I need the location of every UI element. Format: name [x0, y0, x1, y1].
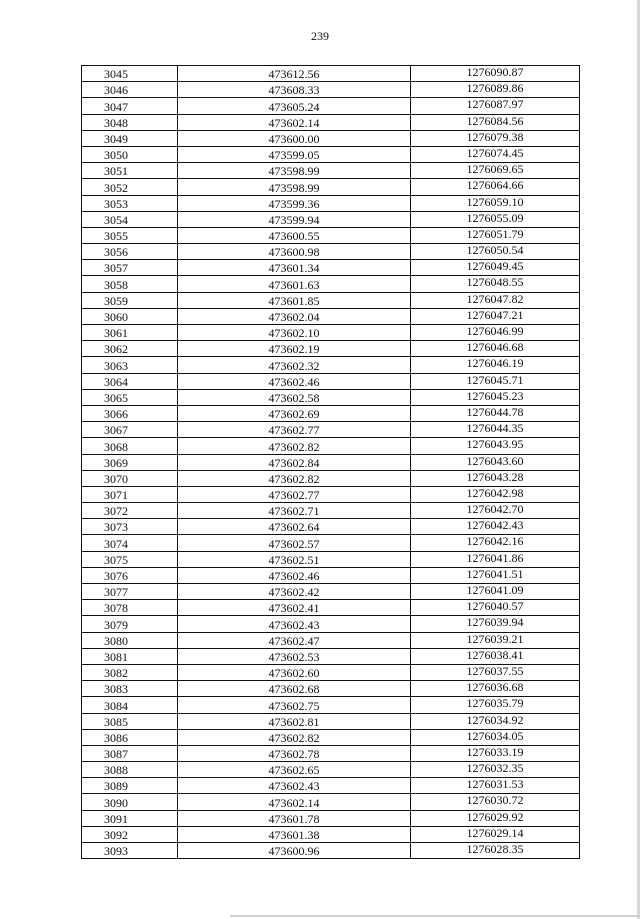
y-coordinate-cell: 1276033.19 [411, 745, 580, 761]
point-number-cell: 3052 [82, 179, 178, 195]
point-number-cell: 3060 [82, 308, 178, 324]
x-coordinate-cell: 473599.05 [178, 146, 411, 162]
table-row [82, 713, 580, 729]
x-coordinate-cell: 473602.43 [178, 778, 411, 794]
x-coordinate-cell: 473602.53 [178, 648, 411, 664]
point-number-cell: 3051 [82, 163, 178, 179]
x-coordinate-cell: 473602.77 [178, 486, 411, 502]
y-coordinate-cell: 1276029.14 [411, 826, 580, 842]
scan-edge-bottom [230, 915, 640, 917]
point-number-cell: 3087 [82, 745, 178, 761]
y-coordinate-cell: 1276046.19 [411, 357, 580, 373]
x-coordinate-cell: 473602.58 [178, 389, 411, 405]
point-number-cell: 3067 [82, 422, 178, 438]
table-row [82, 600, 580, 616]
x-coordinate-cell: 473599.36 [178, 195, 411, 211]
y-coordinate-cell: 1276044.78 [411, 405, 580, 421]
table-row [82, 584, 580, 600]
table-row [82, 843, 580, 859]
table-row [82, 729, 580, 745]
table-row [82, 163, 580, 179]
x-coordinate-cell: 473602.60 [178, 664, 411, 680]
point-number-cell: 3071 [82, 486, 178, 502]
page-number: 239 [311, 29, 329, 43]
x-coordinate-cell: 473602.41 [178, 600, 411, 616]
x-coordinate-cell: 473600.98 [178, 244, 411, 260]
y-coordinate-cell: 1276046.68 [411, 341, 580, 357]
y-coordinate-cell: 1276087.97 [411, 98, 580, 114]
y-coordinate-cell: 1276079.38 [411, 130, 580, 146]
y-coordinate-cell: 1276035.79 [411, 697, 580, 713]
y-coordinate-cell: 1276034.92 [411, 713, 580, 729]
table-row [82, 276, 580, 292]
table-row [82, 470, 580, 486]
point-number-cell: 3081 [82, 648, 178, 664]
y-coordinate-cell: 1276089.86 [411, 82, 580, 98]
coordinate-table [81, 65, 580, 859]
y-coordinate-cell: 1276048.55 [411, 276, 580, 292]
x-coordinate-cell: 473602.46 [178, 567, 411, 583]
point-number-cell: 3086 [82, 729, 178, 745]
table-row [82, 616, 580, 632]
x-coordinate-cell: 473602.43 [178, 616, 411, 632]
y-coordinate-cell: 1276042.98 [411, 486, 580, 502]
x-coordinate-cell: 473602.64 [178, 519, 411, 535]
table-row [82, 308, 580, 324]
point-number-cell: 3091 [82, 810, 178, 826]
y-coordinate-cell: 1276037.55 [411, 664, 580, 680]
y-coordinate-cell: 1276043.28 [411, 470, 580, 486]
x-coordinate-cell: 473602.84 [178, 454, 411, 470]
coordinate-table-body [82, 66, 580, 859]
point-number-cell: 3088 [82, 762, 178, 778]
table-row [82, 632, 580, 648]
table-row [82, 681, 580, 697]
point-number-cell: 3062 [82, 341, 178, 357]
x-coordinate-cell: 473601.38 [178, 826, 411, 842]
table-row [82, 405, 580, 421]
point-number-cell: 3075 [82, 551, 178, 567]
table-row [82, 244, 580, 260]
x-coordinate-cell: 473601.85 [178, 292, 411, 308]
table-row [82, 341, 580, 357]
x-coordinate-cell: 473598.99 [178, 163, 411, 179]
table-row [82, 179, 580, 195]
x-coordinate-cell: 473602.57 [178, 535, 411, 551]
table-row [82, 486, 580, 502]
point-number-cell: 3058 [82, 276, 178, 292]
y-coordinate-cell: 1276051.79 [411, 227, 580, 243]
y-coordinate-cell: 1276042.70 [411, 503, 580, 519]
table-row [82, 195, 580, 211]
x-coordinate-cell: 473601.63 [178, 276, 411, 292]
table-row [82, 66, 580, 82]
table-row [82, 535, 580, 551]
y-coordinate-cell: 1276090.87 [411, 66, 580, 82]
point-number-cell: 3072 [82, 503, 178, 519]
table-row [82, 325, 580, 341]
point-number-cell: 3063 [82, 357, 178, 373]
point-number-cell: 3057 [82, 260, 178, 276]
y-coordinate-cell: 1276038.41 [411, 648, 580, 664]
point-number-cell: 3048 [82, 114, 178, 130]
point-number-cell: 3084 [82, 697, 178, 713]
point-number-cell: 3078 [82, 600, 178, 616]
point-number-cell: 3047 [82, 98, 178, 114]
point-number-cell: 3061 [82, 325, 178, 341]
table-row [82, 762, 580, 778]
y-coordinate-cell: 1276042.16 [411, 535, 580, 551]
x-coordinate-cell: 473602.19 [178, 341, 411, 357]
y-coordinate-cell: 1276069.65 [411, 163, 580, 179]
point-number-cell: 3064 [82, 373, 178, 389]
y-coordinate-cell: 1276043.60 [411, 454, 580, 470]
x-coordinate-cell: 473602.82 [178, 470, 411, 486]
x-coordinate-cell: 473602.42 [178, 584, 411, 600]
x-coordinate-cell: 473602.10 [178, 325, 411, 341]
y-coordinate-cell: 1276028.35 [411, 843, 580, 859]
x-coordinate-cell: 473602.46 [178, 373, 411, 389]
x-coordinate-cell: 473602.65 [178, 762, 411, 778]
x-coordinate-cell: 473599.94 [178, 211, 411, 227]
point-number-cell: 3076 [82, 567, 178, 583]
table-row [82, 227, 580, 243]
table-row [82, 130, 580, 146]
point-number-cell: 3093 [82, 843, 178, 859]
y-coordinate-cell: 1276029.92 [411, 810, 580, 826]
x-coordinate-cell: 473601.78 [178, 810, 411, 826]
point-number-cell: 3074 [82, 535, 178, 551]
point-number-cell: 3080 [82, 632, 178, 648]
table-row [82, 697, 580, 713]
table-row [82, 503, 580, 519]
y-coordinate-cell: 1276047.21 [411, 308, 580, 324]
table-row [82, 82, 580, 98]
y-coordinate-cell: 1276039.21 [411, 632, 580, 648]
point-number-cell: 3077 [82, 584, 178, 600]
x-coordinate-cell: 473602.78 [178, 745, 411, 761]
x-coordinate-cell: 473602.81 [178, 713, 411, 729]
y-coordinate-cell: 1276036.68 [411, 681, 580, 697]
point-number-cell: 3085 [82, 713, 178, 729]
y-coordinate-cell: 1276049.45 [411, 260, 580, 276]
x-coordinate-cell: 473600.96 [178, 843, 411, 859]
table-row [82, 810, 580, 826]
y-coordinate-cell: 1276074.45 [411, 146, 580, 162]
table-row [82, 98, 580, 114]
y-coordinate-cell: 1276055.09 [411, 211, 580, 227]
x-coordinate-cell: 473602.69 [178, 405, 411, 421]
table-row [82, 567, 580, 583]
x-coordinate-cell: 473602.75 [178, 697, 411, 713]
point-number-cell: 3070 [82, 470, 178, 486]
table-row [82, 438, 580, 454]
x-coordinate-cell: 473602.51 [178, 551, 411, 567]
table-row [82, 389, 580, 405]
y-coordinate-cell: 1276032.35 [411, 762, 580, 778]
point-number-cell: 3054 [82, 211, 178, 227]
x-coordinate-cell: 473605.24 [178, 98, 411, 114]
table-row [82, 114, 580, 130]
point-number-cell: 3082 [82, 664, 178, 680]
point-number-cell: 3046 [82, 82, 178, 98]
x-coordinate-cell: 473602.14 [178, 114, 411, 130]
table-row [82, 146, 580, 162]
table-row [82, 373, 580, 389]
x-coordinate-cell: 473602.47 [178, 632, 411, 648]
point-number-cell: 3079 [82, 616, 178, 632]
table-row [82, 519, 580, 535]
table-row [82, 422, 580, 438]
table-row [82, 260, 580, 276]
y-coordinate-cell: 1276034.05 [411, 729, 580, 745]
point-number-cell: 3069 [82, 454, 178, 470]
y-coordinate-cell: 1276040.57 [411, 600, 580, 616]
point-number-cell: 3068 [82, 438, 178, 454]
x-coordinate-cell: 473600.55 [178, 227, 411, 243]
y-coordinate-cell: 1276041.51 [411, 567, 580, 583]
point-number-cell: 3049 [82, 130, 178, 146]
x-coordinate-cell: 473602.14 [178, 794, 411, 810]
x-coordinate-cell: 473600.00 [178, 130, 411, 146]
x-coordinate-cell: 473601.34 [178, 260, 411, 276]
x-coordinate-cell: 473602.82 [178, 729, 411, 745]
table-row [82, 211, 580, 227]
x-coordinate-cell: 473602.32 [178, 357, 411, 373]
y-coordinate-cell: 1276031.53 [411, 778, 580, 794]
x-coordinate-cell: 473612.56 [178, 66, 411, 82]
x-coordinate-cell: 473602.82 [178, 438, 411, 454]
y-coordinate-cell: 1276084.56 [411, 114, 580, 130]
y-coordinate-cell: 1276046.99 [411, 325, 580, 341]
point-number-cell: 3056 [82, 244, 178, 260]
table-row [82, 454, 580, 470]
point-number-cell: 3083 [82, 681, 178, 697]
y-coordinate-cell: 1276059.10 [411, 195, 580, 211]
point-number-cell: 3055 [82, 227, 178, 243]
table-row [82, 778, 580, 794]
x-coordinate-cell: 473608.33 [178, 82, 411, 98]
table-row [82, 745, 580, 761]
x-coordinate-cell: 473602.77 [178, 422, 411, 438]
point-number-cell: 3066 [82, 405, 178, 421]
table-row [82, 357, 580, 373]
table-row [82, 648, 580, 664]
x-coordinate-cell: 473598.99 [178, 179, 411, 195]
point-number-cell: 3053 [82, 195, 178, 211]
point-number-cell: 3089 [82, 778, 178, 794]
y-coordinate-cell: 1276041.86 [411, 551, 580, 567]
y-coordinate-cell: 1276047.82 [411, 292, 580, 308]
point-number-cell: 3092 [82, 826, 178, 842]
point-number-cell: 3050 [82, 146, 178, 162]
x-coordinate-cell: 473602.71 [178, 503, 411, 519]
point-number-cell: 3065 [82, 389, 178, 405]
x-coordinate-cell: 473602.68 [178, 681, 411, 697]
x-coordinate-cell: 473602.04 [178, 308, 411, 324]
y-coordinate-cell: 1276064.66 [411, 179, 580, 195]
point-number-cell: 3059 [82, 292, 178, 308]
y-coordinate-cell: 1276041.09 [411, 584, 580, 600]
y-coordinate-cell: 1276030.72 [411, 794, 580, 810]
y-coordinate-cell: 1276042.43 [411, 519, 580, 535]
y-coordinate-cell: 1276045.71 [411, 373, 580, 389]
y-coordinate-cell: 1276045.23 [411, 389, 580, 405]
table-row [82, 794, 580, 810]
point-number-cell: 3073 [82, 519, 178, 535]
y-coordinate-cell: 1276039.94 [411, 616, 580, 632]
table-row [82, 551, 580, 567]
y-coordinate-cell: 1276043.95 [411, 438, 580, 454]
point-number-cell: 3090 [82, 794, 178, 810]
table-row [82, 292, 580, 308]
y-coordinate-cell: 1276050.54 [411, 244, 580, 260]
point-number-cell: 3045 [82, 66, 178, 82]
table-row [82, 664, 580, 680]
table-row [82, 826, 580, 842]
y-coordinate-cell: 1276044.35 [411, 422, 580, 438]
